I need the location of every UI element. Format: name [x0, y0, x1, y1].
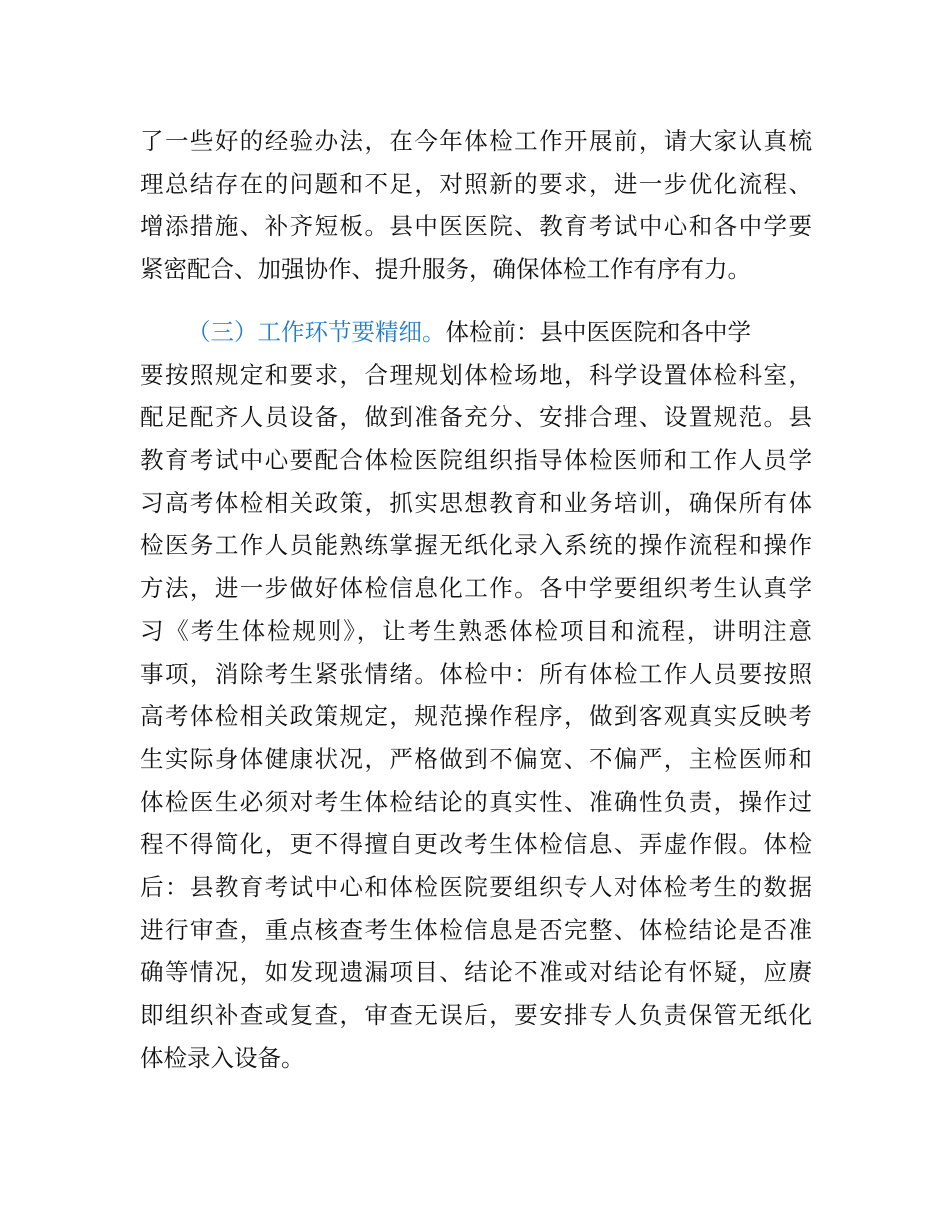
paragraph-2-line: 事项，消除考生紧张情绪。体检中：所有体检工作人员要按照	[140, 659, 812, 688]
paragraph-2	[140, 311, 812, 1079]
paragraph-2-line: 检医务工作人员能熟练掌握无纸化录入系统的操作流程和操作	[140, 531, 812, 560]
paragraph-2-first-line-text: 体检前：县中医医院和各中学	[445, 318, 751, 346]
paragraph-2-line: 后：县教育考试中心和体检医院要组织专人对体检考生的数据	[140, 872, 812, 901]
paragraph-2-line: 体检医生必须对考生体检结论的真实性、准确性负责，操作过	[140, 787, 812, 816]
paragraph-1-line: 紧密配合、加强协作、提升服务，确保体检工作有序有力。	[140, 255, 751, 284]
paragraph-1-line: 理总结存在的问题和不足，对照新的要求，进一步优化流程、	[140, 169, 812, 198]
paragraph-1-line: 了一些好的经验办法，在今年体检工作开展前，请大家认真梳	[140, 127, 812, 155]
paragraph-2-line: 即组织补查或复查，审查无误后，要安排专人负责保管无纸化	[140, 1001, 812, 1029]
paragraph-1	[140, 120, 812, 291]
paragraph-1-line: 增添措施、补齐短板。县中医医院、教育考试中心和各中学要	[140, 212, 812, 241]
paragraph-2-line: 高考体检相关政策规定，规范操作程序，做到客观真实反映考	[140, 702, 812, 731]
paragraph-2-line: 配足配齐人员设备，做到准备充分、安排合理、设置规范。县	[140, 403, 812, 432]
paragraph-2-line: 习《考生体检规则》，让考生熟悉体检项目和流程，讲明注意	[140, 616, 812, 645]
paragraph-2-line: 体检录入设备。	[140, 1043, 305, 1072]
paragraph-2-line: 习高考体检相关政策，抓实思想教育和业务培训，确保所有体	[140, 488, 812, 517]
paragraph-2-line: 程不得简化，更不得擅自更改考生体检信息、弄虚作假。体检	[140, 830, 812, 859]
paragraph-2-line: 方法，进一步做好体检信息化工作。各中学要组织考生认真学	[140, 574, 812, 603]
paragraph-2-line: 进行审查，重点核查考生体检信息是否完整、体检结论是否准	[140, 915, 812, 944]
paragraph-2-first-line	[140, 311, 812, 354]
paragraph-2-line: 生实际身体健康状况，严格做到不偏宽、不偏严，主检医师和	[140, 744, 812, 773]
paragraph-2-line: 确等情况，如发现遗漏项目、结论不准或对结论有怀疑，应赓	[140, 958, 812, 987]
section-heading: （三）工作环节要精细。	[187, 318, 446, 346]
paragraph-2-line: 要按照规定和要求，合理规划体检场地，科学设置体检科室，	[140, 360, 812, 389]
paragraph-2-line: 教育考试中心要配合体检医院组织指导体检医师和工作人员学	[140, 446, 812, 475]
